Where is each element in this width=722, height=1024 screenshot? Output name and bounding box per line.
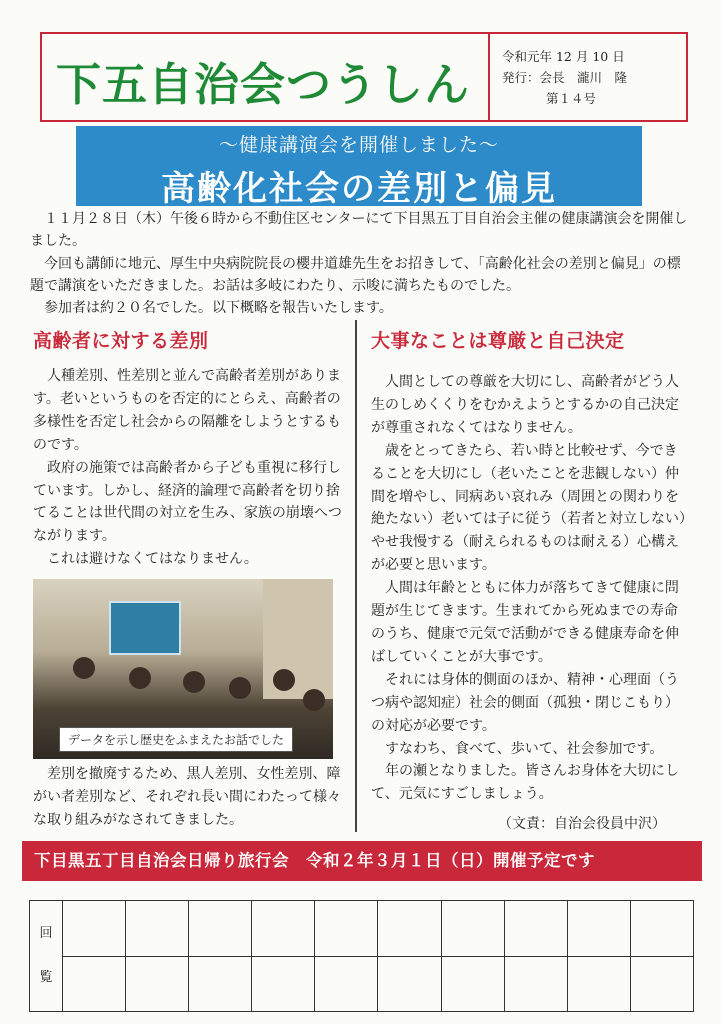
headline-banner (76, 126, 642, 209)
stamp-cell[interactable] (315, 956, 378, 1012)
stamp-cell[interactable] (63, 901, 126, 957)
stamp-cell[interactable] (441, 956, 504, 1012)
circulation-label-bottom: 覧 (39, 970, 53, 985)
stamp-cell[interactable] (378, 901, 441, 957)
stamp-cell[interactable] (630, 956, 693, 1012)
trip-notice: 下目黒五丁目自治会日帰り旅行会 令和２年３月１日（日）開催予定です (22, 841, 702, 881)
author-credit: （文責：自治会役員中沢） (498, 816, 666, 832)
banner-subtitle: ～健康講演会を開催しました～ (218, 134, 499, 156)
left-column-continued (33, 763, 348, 832)
intro-paragraph: 参加者は約２０名でした。以下概略を報告いたします。 (44, 300, 393, 317)
paragraph: 差別を撤廃するため、黒人差別、女性差別、障がい者差別など、それぞれ長い間にわたって様々な取り組みがなされてきました。 (33, 766, 341, 828)
stamp-cell[interactable] (189, 956, 252, 1012)
left-column (33, 326, 348, 571)
paragraph: 年の瀬となりました。皆さんお身体を大切にして、元気にすごしましょう。 (371, 763, 679, 803)
stamp-cell[interactable] (126, 901, 189, 957)
stamp-cell[interactable] (189, 901, 252, 957)
masthead-info (502, 46, 682, 109)
paragraph: 人間としての尊厳を大切にし、高齢者がどう人生のしめくくりをむかえようとするかの自己決定が尊重されなくてはなりません。 (371, 374, 679, 436)
stamp-cell[interactable] (378, 956, 441, 1012)
right-column (371, 326, 686, 806)
right-heading: 大事なことは尊厳と自己決定 (371, 330, 625, 352)
lecture-photo (33, 579, 333, 759)
audience-head (303, 689, 325, 711)
banner-title: 高齢化社会の差別と偏見 (161, 169, 557, 209)
column-divider (355, 320, 357, 832)
stamp-cell[interactable] (126, 956, 189, 1012)
photo-caption: データを示し歴史をふまえたお話でした (59, 727, 293, 752)
audience-head (273, 669, 295, 691)
stamp-cell[interactable] (567, 956, 630, 1012)
stamp-cell[interactable] (252, 901, 315, 957)
stamp-cell[interactable] (504, 901, 567, 957)
intro-paragraph: 今回も講師に地元、厚生中央病院院長の櫻井道雄先生をお招きして、「高齢化社会の差別と偏見」の標題で講演をいただきました。お話は多岐にわたり、示唆に満ちたものでした。 (30, 255, 681, 294)
right-body (371, 371, 686, 806)
projector-screen (109, 601, 181, 655)
stamp-cell[interactable] (252, 956, 315, 1012)
newsletter-title: 下五自治会つうしん (56, 58, 471, 111)
masthead-divider (488, 34, 490, 120)
left-heading: 高齢者に対する差別 (33, 330, 209, 352)
paragraph: 歳をとってきたら、若い時と比較せず、今できることを大切にし（老いたことを悲観しない）仲間を増やし、同病あい哀れみ（周囲との関わりを絶たない）老いては子に従う（若者と対立しない）やせ我慢する（耐えられるものは耐える）心構えが必要と思います。 (371, 442, 686, 574)
audience-head (73, 657, 95, 679)
paragraph: 政府の施策では高齢者から子ども重視に移行しています。しかし、経済的論理で高齢者を切り捨てることは世代間の対立を生み、家族の崩壊へつながります。 (33, 459, 342, 545)
circulation-label (30, 901, 63, 1012)
audience-head (229, 677, 251, 699)
paragraph: これは避けなくてはなりません。 (47, 551, 258, 568)
publisher: 発行：会長 瀧川 隆 (502, 70, 628, 85)
issue-number: 第１４号 (546, 91, 597, 106)
paragraph: 人間は年齢とともに体力が落ちてきて健康に問題が生じてきます。生まれてから死ぬまでの寿命のうち、健康で元気で活動ができる健康寿命を伸ばしていくことが大事です。 (371, 580, 679, 665)
circulation-label-top: 回 (39, 926, 53, 941)
stamp-cell[interactable] (567, 901, 630, 957)
intro-text (30, 208, 694, 319)
stamp-cell[interactable] (504, 956, 567, 1012)
stamp-cell[interactable] (630, 901, 693, 957)
stamp-cell[interactable] (441, 901, 504, 957)
audience-head (183, 671, 205, 693)
stamp-cell[interactable] (315, 901, 378, 957)
masthead (40, 32, 688, 122)
stamp-cell[interactable] (63, 956, 126, 1012)
paragraph: それには身体的側面のほか、精神・心理面（うつ病や認知症）社会的側面（孤独・閉じこもり）の対応が必要です。 (371, 671, 679, 734)
issue-date: 令和元年 12 月 10 日 (502, 49, 625, 64)
circulation-table (29, 900, 694, 1012)
left-body (33, 365, 348, 571)
paragraph: 人種差別、性差別と並んで高齢者差別があります。老いというものを否定的にとらえ、高齢者の多様性を否定し社会からの隔離をしようとするものです。 (33, 368, 341, 453)
audience-head (129, 667, 151, 689)
paragraph: すなわち、食べて、歩いて、社会参加です。 (385, 740, 664, 757)
intro-paragraph: １１月２８日（木）午後６時から不動住区センターにて下目黒五丁目自治会主催の健康講演会を開催しました。 (30, 211, 688, 250)
